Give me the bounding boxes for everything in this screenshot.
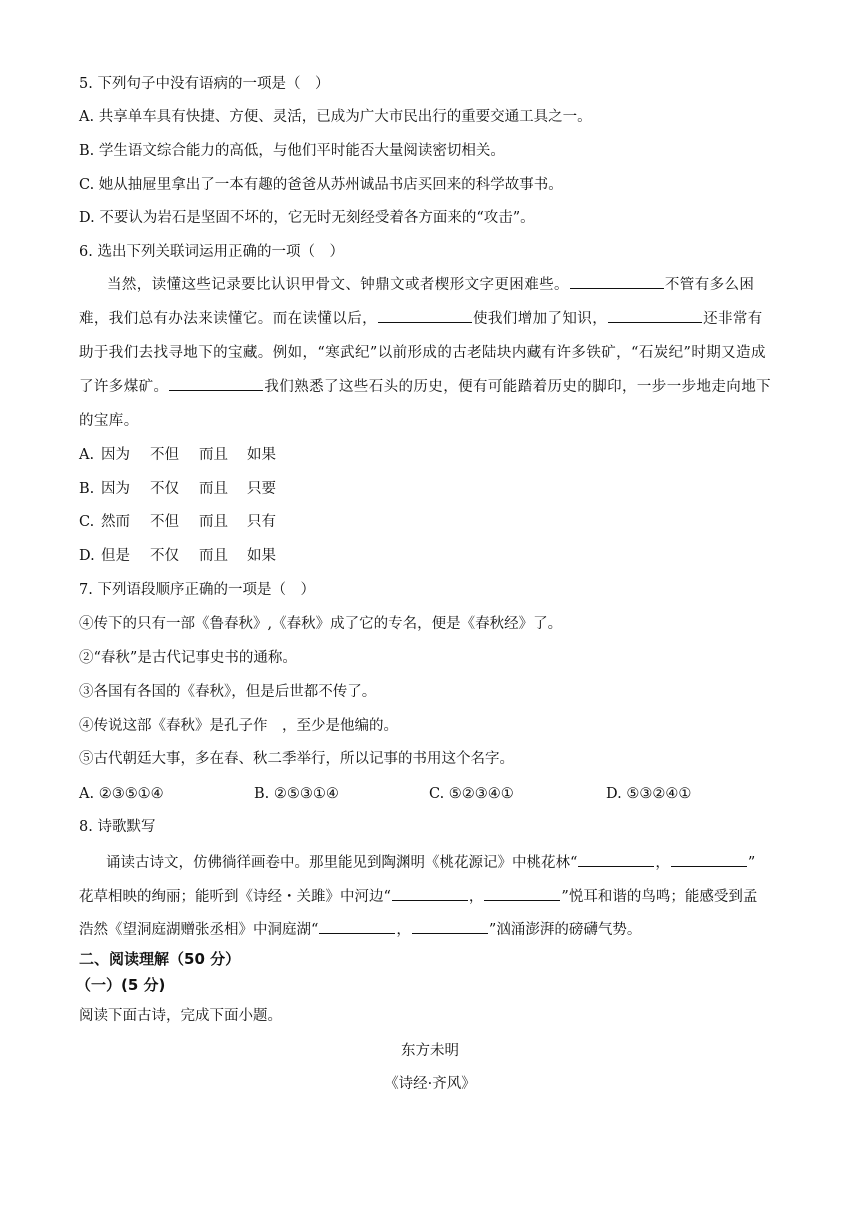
- q7-option-c: C. ⑤②③④①: [429, 786, 514, 802]
- q5-option-c: C. 她从抽屉里拿出了一本有趣的爸爸从苏州诚品书店买回来的科学故事书。: [79, 177, 563, 193]
- q6-passage-part-4: 还非常有助于我们去找寻地下的宝藏。例如，“寒武纪”以前形成的古老陆块内藏有许多铁矿，“石炭纪”时期又造成了许多煤矿。: [79, 311, 766, 395]
- option-word: 而且: [199, 514, 228, 530]
- option-letter: B.: [79, 481, 95, 497]
- option-word: 不仅: [150, 548, 179, 564]
- q8-text: 花草相映的绚丽；能听到《诗经・关雎》中河边“: [79, 889, 391, 905]
- q7-option-b: B. ②⑤③①④: [254, 786, 339, 802]
- option-word: 只要: [247, 481, 276, 497]
- option-word: 而且: [199, 548, 228, 564]
- answer-blank[interactable]: [319, 918, 395, 934]
- q8-text: 浩然《望洞庭湖赠张丞相》中洞庭湖“: [79, 922, 319, 938]
- option-word: 然而: [101, 514, 130, 530]
- q8-text: ”悦耳和谐的鸟鸣；能感受到孟: [561, 889, 758, 905]
- q8-text: ，: [396, 922, 411, 938]
- poem-source: 《诗经·齐风》: [384, 1076, 476, 1092]
- answer-blank[interactable]: [412, 918, 488, 934]
- q5-stem: 5. 下列句子中没有语病的一项是（ ）: [79, 76, 330, 92]
- option-word: 而且: [199, 447, 228, 463]
- section-heading: 二、阅读理解（50 分）: [79, 950, 241, 968]
- answer-blank[interactable]: [570, 273, 664, 289]
- option-letter: D.: [79, 548, 95, 564]
- q7-sentence: ③各国有各国的《春秋》，但是后世都不传了。: [79, 684, 377, 700]
- q6-stem: 6. 选出下列关联词运用正确的一项（ ）: [79, 244, 344, 260]
- option-word: 不但: [150, 514, 179, 530]
- q8-line-2: [79, 885, 757, 907]
- option-word: 如果: [247, 548, 276, 564]
- option-word: 但是: [101, 548, 130, 564]
- option-word: 而且: [199, 481, 228, 497]
- q8-text: 诵读古诗文，仿佛徜徉画卷中。那里能见到陶渊明《桃花源记》中桃花林“: [106, 855, 578, 871]
- answer-blank[interactable]: [671, 851, 747, 867]
- option-word: 不但: [150, 447, 179, 463]
- q6-passage-part-1: 当然，读懂这些记录要比认识甲骨文、钟鼎文或者楔形文字更困难些。: [107, 277, 569, 293]
- subsection-heading: （一）(5 分): [76, 976, 166, 994]
- q8-line-1: [106, 851, 755, 873]
- option-letter: C.: [79, 514, 95, 530]
- reading-instruction: 阅读下面古诗，完成下面小题。: [79, 1008, 282, 1024]
- q6-passage-part-5: 我们熟悉了这些石头的历史，便有可能踏着历史的脚印，一步一步地走向地下的宝库。: [79, 379, 772, 429]
- q7-sentence: ②“春秋”是古代记事史书的通称。: [79, 650, 297, 666]
- q7-sentence: ④传下的只有一部《鲁春秋》,《春秋》成了它的专名，便是《春秋经》了。: [79, 616, 563, 632]
- q7-option-d: D. ⑤③②④①: [606, 786, 692, 802]
- option-word: 因为: [101, 447, 130, 463]
- q8-text: ，: [468, 889, 484, 905]
- option-word: 因为: [101, 481, 130, 497]
- option-word: 如果: [247, 447, 276, 463]
- q7-sentence: ④传说这部《春秋》是孔子作 ，至少是他编的。: [79, 718, 398, 734]
- q8-line-3: [79, 918, 641, 940]
- q6-passage-part-3: 使我们增加了知识，: [473, 311, 608, 327]
- q5-option-d: D. 不要认为岩石是坚固不坏的，它无时无刻经受着各方面来的“攻击”。: [79, 210, 535, 226]
- answer-blank[interactable]: [378, 307, 472, 323]
- q7-option-a: A. ②③⑤①④: [79, 786, 164, 802]
- q8-text: ，: [655, 855, 670, 871]
- answer-blank[interactable]: [169, 375, 263, 391]
- q6-passage: [79, 268, 773, 438]
- q8-stem: 8. 诗歌默写: [79, 819, 156, 835]
- option-letter: A.: [79, 447, 95, 463]
- q6-passage-part-2: 不管有多么困难，我们总有办法来读懂它。而在读懂以后，: [79, 277, 755, 327]
- q8-text: ”汹涌澎湃的磅礴气势。: [488, 922, 642, 938]
- answer-blank[interactable]: [578, 851, 654, 867]
- answer-blank[interactable]: [392, 885, 468, 901]
- option-word: 不仅: [150, 481, 179, 497]
- poem-title: 东方未明: [401, 1043, 459, 1059]
- q7-stem: 7. 下列语段顺序正确的一项是（ ）: [79, 582, 315, 598]
- q5-option-b: B. 学生语文综合能力的高低，与他们平时能否大量阅读密切相关。: [79, 143, 505, 159]
- answer-blank[interactable]: [608, 307, 702, 323]
- q7-sentence: ⑤古代朝廷大事，多在春、秋二季举行，所以记事的书用这个名字。: [79, 751, 514, 767]
- answer-blank[interactable]: [484, 885, 560, 901]
- option-word: 只有: [247, 514, 276, 530]
- q8-text: ”: [747, 855, 756, 871]
- q5-option-a: A. 共享单车具有快捷、方便、灵活，已成为广大市民出行的重要交通工具之一。: [79, 109, 592, 125]
